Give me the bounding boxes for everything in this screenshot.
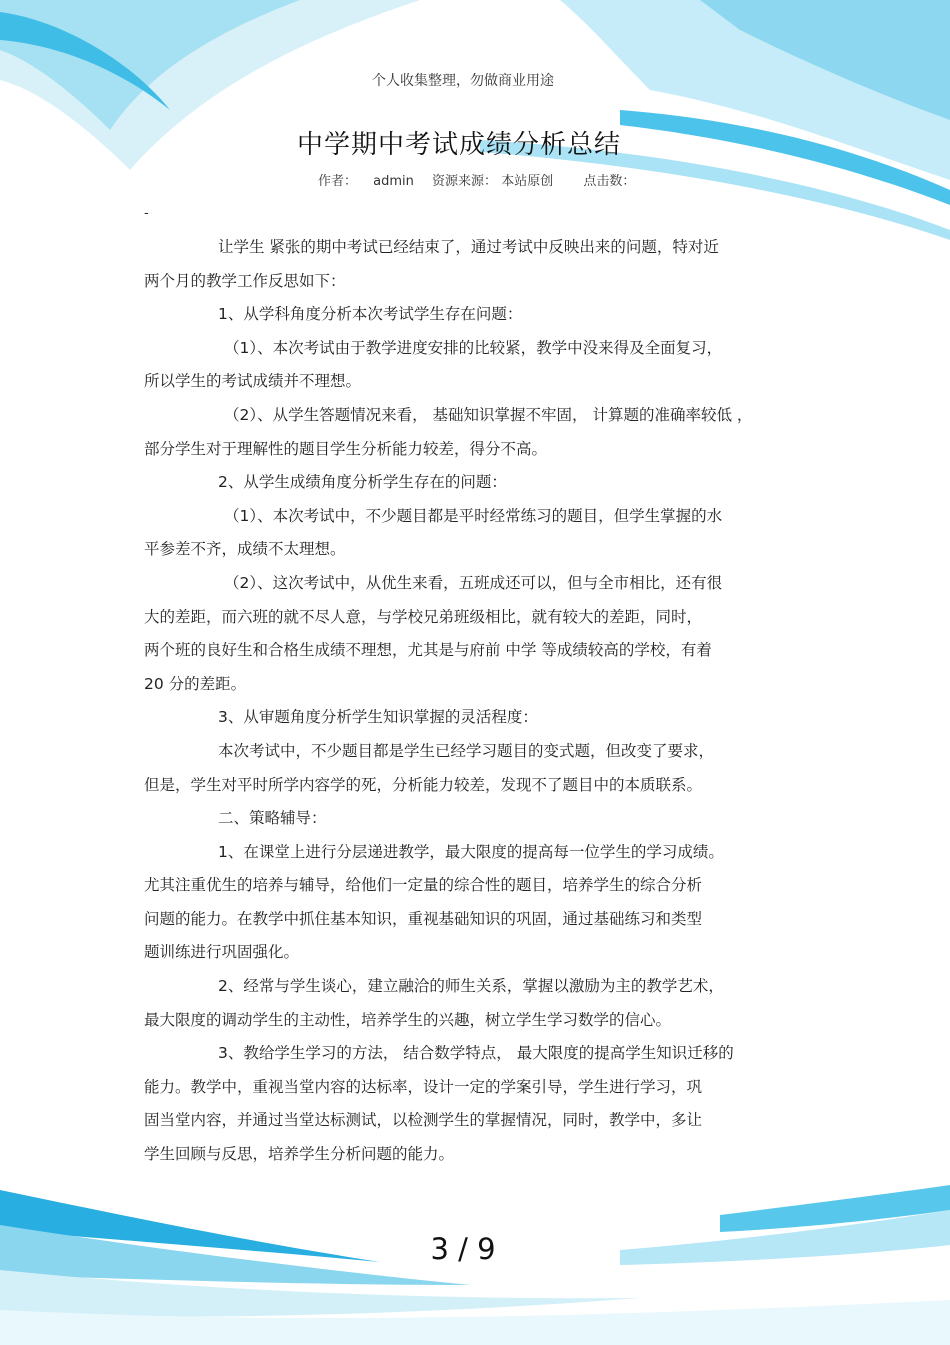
section-heading: 2、从学生成绩角度分析学生存在的问题： xyxy=(218,473,507,492)
document-title xyxy=(0,124,950,161)
separator-dash: - xyxy=(144,206,149,221)
body-line: （1）、本次考试中，不少题目都是平时经常练习的题目，但学生掌握的水 xyxy=(224,506,723,525)
body-line: 本次考试中，不少题目都是学生已经学习题目的变式题，但改变了要求， xyxy=(218,741,715,760)
title-text: 中学期中考试成绩分析总结 xyxy=(296,130,621,160)
body-line: 部分学生对于理解性的题目学生分析能力较差，得分不高。 xyxy=(144,439,548,458)
section-heading: 3、从审题角度分析学生知识掌握的灵活程度： xyxy=(218,708,538,727)
body-line: 问题的能力。在教学中抓住基本知识，重视基础知识的巩固，通过基础练习和类型 xyxy=(144,909,703,928)
body-line: （2）、这次考试中，从优生来看，五班成还可以，但与全市相比，还有很 xyxy=(224,573,723,592)
body-line: 20 分的差距。 xyxy=(144,674,247,693)
body-line: 1、在课堂上进行分层递进教学，最大限度的提高每一位学生的学习成绩。 xyxy=(218,842,724,861)
body-line: 两个月的教学工作反思如下： xyxy=(144,271,346,290)
author-value: admin xyxy=(373,174,414,189)
body-line: 两个班的良好生和合格生成绩不理想，尤其是与府前 中学 等成绩较高的学校，有着 xyxy=(144,641,712,660)
body-line: 大的差距，而六班的就不尽人意，与学校兄弟班级相比，就有较大的差距，同时， xyxy=(144,607,703,626)
body-line: （2）、从学生答题情况来看， 基础知识掌握不牢固， 计算题的准确率较低 ， xyxy=(224,405,753,424)
body-line: 平参差不齐，成绩不太理想。 xyxy=(144,540,346,559)
body-line: 尤其注重优生的培养与辅导，给他们一定量的综合性的题目，培养学生的综合分析 xyxy=(144,876,703,895)
section-heading: 1、从学科角度分析本次考试学生存在问题： xyxy=(218,305,523,324)
article-meta xyxy=(318,170,635,189)
body-line: 能力。教学中，重视当堂内容的达标率，设计一定的学案引导，学生进行学习，巩 xyxy=(144,1077,703,1096)
page-number-text: 3 / 9 xyxy=(430,1232,496,1266)
section-heading: 二、策略辅导： xyxy=(218,809,327,828)
body-line: 所以学生的考试成绩并不理想。 xyxy=(144,372,362,391)
watermark-label: 个人收集整理，勿做商业用途 xyxy=(372,73,554,89)
body-line: 3、教给学生学习的方法， 结合数学特点， 最大限度的提高学生知识迁移的 xyxy=(218,1044,734,1063)
source-label: 资源来源： xyxy=(432,174,498,189)
body-line: 但是，学生对平时所学内容学的死，分析能力较差，发现不了题目中的本质联系。 xyxy=(144,775,703,794)
source-value: 本站原创 xyxy=(501,174,554,189)
author-label: 作者： xyxy=(318,174,358,189)
body-line: （1）、本次考试由于教学进度安排的比较紧，教学中没来得及全面复习， xyxy=(224,338,723,357)
clicks-label: 点击数： xyxy=(583,174,636,189)
body-line: 固当堂内容，并通过当堂达标测试，以检测学生的掌握情况，同时，教学中，多让 xyxy=(144,1111,703,1130)
body-line: 最大限度的调动学生的主动性，培养学生的兴趣，树立学生学习数学的信心。 xyxy=(144,1010,672,1029)
body-text xyxy=(144,231,824,1172)
body-line: 学生回顾与反思，培养学生分析问题的能力。 xyxy=(144,1145,455,1164)
watermark-text xyxy=(0,70,950,90)
body-line: 2、经常与学生谈心，建立融洽的师生关系，掌握以激励为主的教学艺术， xyxy=(218,977,724,996)
body-line: 让学生 紧张的期中考试已经结束了，通过考试中反映出来的问题，特对近 xyxy=(218,238,719,256)
body-line: 题训练进行巩固强化。 xyxy=(144,943,300,962)
page-number xyxy=(0,1232,950,1266)
